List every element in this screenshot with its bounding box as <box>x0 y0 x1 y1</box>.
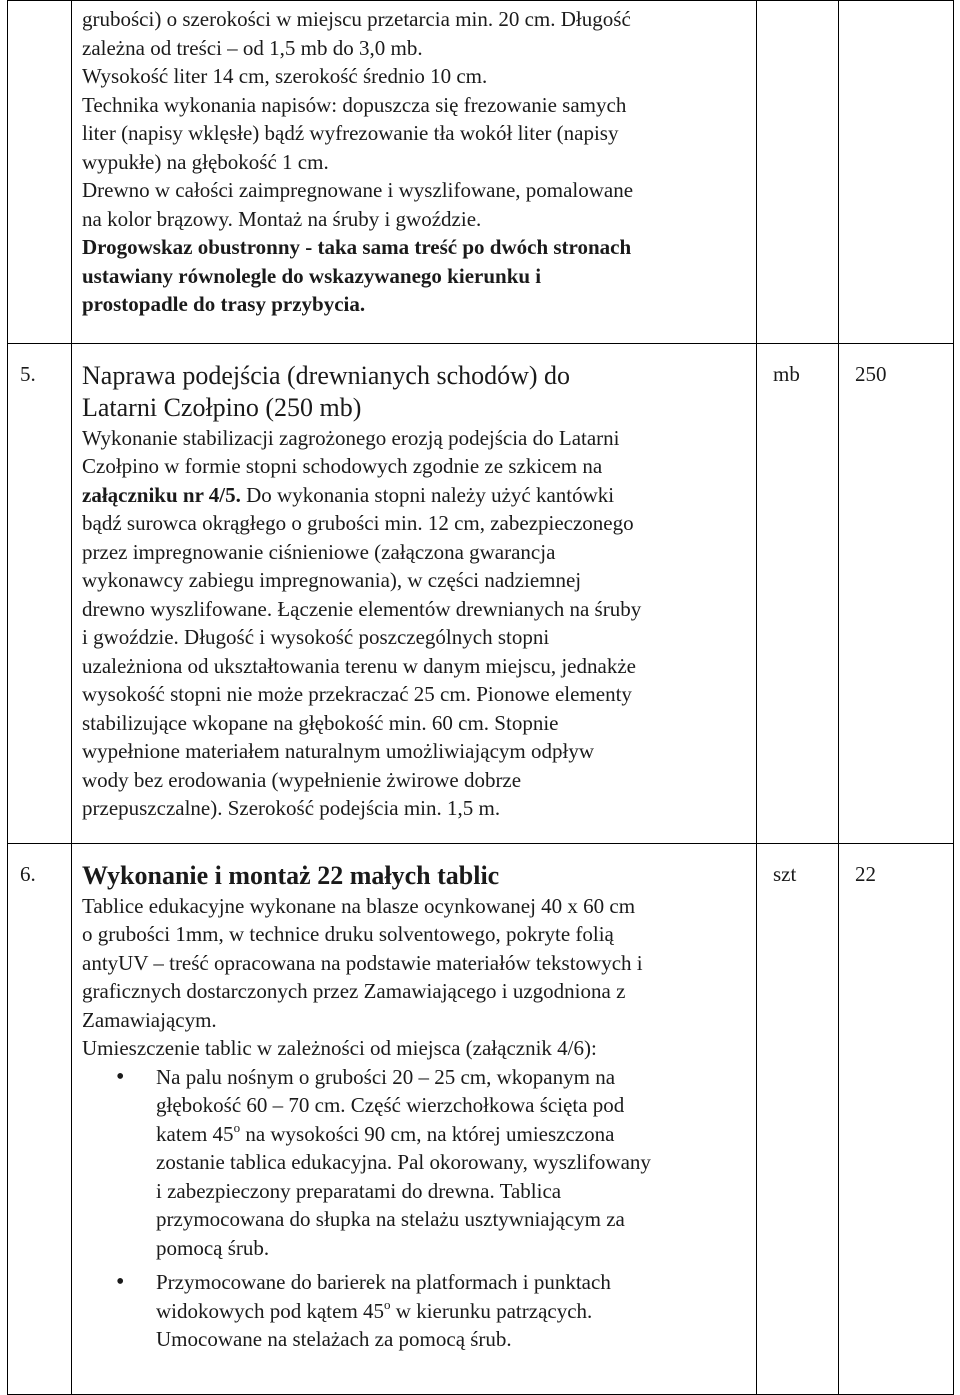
text-line: Wykonanie stabilizacji zagrożonego erozją podejścia do Latarni <box>82 425 620 450</box>
text-line: bądź surowca okrągłego o grubości min. 12 cm, zabezpieczonego <box>82 511 634 535</box>
text-line: i gwoździe. Długość i wysokość poszczególnych stopni <box>82 625 550 649</box>
text-line: Tablice edukacyjne wykonane na blasze ocynkowanej 40 x 60 cm <box>82 893 636 918</box>
text-line: graficznych dostarczonych przez Zamawiającego i uzgodniona z <box>82 979 626 1003</box>
text-line: na kolor brązowy. Montaż na śruby i gwoździe. <box>82 206 482 231</box>
text-line: Drewno w całości zaimpregnowane i wyszlifowane, pomalowane <box>82 178 634 202</box>
unit-cell <box>757 343 839 843</box>
text-line: grubości) o szerokości w miejscu przetarcia min. 20 cm. Długość <box>82 7 631 31</box>
table-row <box>8 343 954 843</box>
item-number-cell <box>8 343 72 843</box>
item-number-cell <box>8 1 72 344</box>
quantity-cell <box>839 843 954 1394</box>
item-number: 5. <box>20 361 36 386</box>
description-cell <box>72 843 757 1394</box>
text-line: Wysokość liter 14 cm, szerokość średnio 10 cm. <box>82 64 488 88</box>
unit-cell <box>757 1 839 344</box>
bold-text-line: prostopadle do trasy przybycia. <box>82 292 366 316</box>
specification-table <box>7 0 954 1395</box>
text-line: przepuszczalne). Szerokość podejścia min. 1,5 m. <box>82 796 501 820</box>
description-cell <box>72 343 757 843</box>
bold-text-line: ustawiany równolegle do wskazywanego kierunku i <box>82 263 542 288</box>
item-heading: Naprawa podejścia (drewnianych schodów) do <box>82 360 571 390</box>
text-line: wykonawcy zabiegu impregnowania), w części nadziemnej <box>82 568 582 592</box>
attachment-reference: załączniku nr 4/5. <box>82 482 241 507</box>
text-line: Umieszczenie tablic w zależności od miejsca (załącznik 4/6): <box>82 1036 597 1060</box>
text-line: drewno wyszlifowane. Łączenie elementów drewnianych na śruby <box>82 596 642 621</box>
text-line: uzależniona od ukształtowania terenu w danym miejscu, jednakże <box>82 653 636 678</box>
quantity-cell <box>839 1 954 344</box>
list-item: • Na palu nośnym o grubości 20 – 25 cm, wkopanym na głębokość 60 – 70 cm. Część wierzchołkowa ścięta pod katem 45$^o$ na wysokości 90 cm, na której umieszczona zostanie tablica edukacyjna. Pal okorowany, wyszlifowany i zabezpieczony preparatami do drewna. Tablica przymocowana do słupka na stelażu usztywniającym za pomocą śrub. <box>156 1063 748 1263</box>
text-line: o grubości 1mm, w technice druku solventowego, pokryte folią <box>82 922 614 946</box>
text-line: wypełnione materiałem naturalnym umożliwiającym odpływ <box>82 739 595 763</box>
text-line: Technika wykonania napisów: dopuszcza się frezowanie samych <box>82 92 627 117</box>
quantity-value: 250 <box>855 361 887 386</box>
table-row <box>8 843 954 1394</box>
text-line: zależna od treści – od 1,5 mb do 3,0 mb. <box>82 35 423 60</box>
text-line: wypukłe) na głębokość 1 cm. <box>82 149 329 174</box>
unit-value: szt <box>773 861 797 886</box>
mounting-options-list <box>82 1063 748 1354</box>
text-line: wysokość stopni nie może przekraczać 25 cm. Pionowe elementy <box>82 682 632 706</box>
item-number: 6. <box>20 861 36 886</box>
text-line: Czołpino w formie stopni schodowych zgodnie ze szkicem na <box>82 454 603 478</box>
text-line: liter (napisy wklęsłe) bądź wyfrezowanie tła wokół liter (napisy <box>82 121 619 145</box>
text-line: stabilizujące wkopane na głębokość min. 60 cm. Stopnie <box>82 710 559 735</box>
unit-cell <box>757 843 839 1394</box>
text-line: wody bez erodowania (wypełnienie żwirowe dobrze <box>82 767 522 792</box>
text-line: załączniku nr 4/5. Do wykonania stopni należy użyć kantówki <box>82 482 615 507</box>
table-row <box>8 1 954 344</box>
item-heading: Latarni Czołpino (250 mb) <box>82 392 362 422</box>
quantity-cell <box>839 343 954 843</box>
item-number-cell <box>8 843 72 1394</box>
quantity-value: 22 <box>855 861 876 886</box>
description-cell <box>72 1 757 344</box>
text-line: antyUV – treść opracowana na podstawie materiałów tekstowych i <box>82 950 643 975</box>
bold-text-line: Drogowskaz obustronny - taka sama treść po dwóch stronach <box>82 235 632 259</box>
text-line: Zamawiającym. <box>82 1007 217 1032</box>
list-item: • Przymocowane do barierek na platformach i punktach widokowych pod kątem 45$^o$ w kierunku patrzących. Umocowane na stelażach za pomocą śrub. <box>156 1268 748 1354</box>
text-line: przez impregnowanie ciśnieniowe (załączona gwarancja <box>82 539 556 564</box>
unit-value: mb <box>773 361 800 386</box>
item-heading: Wykonanie i montaż 22 małych tablic <box>82 860 500 890</box>
